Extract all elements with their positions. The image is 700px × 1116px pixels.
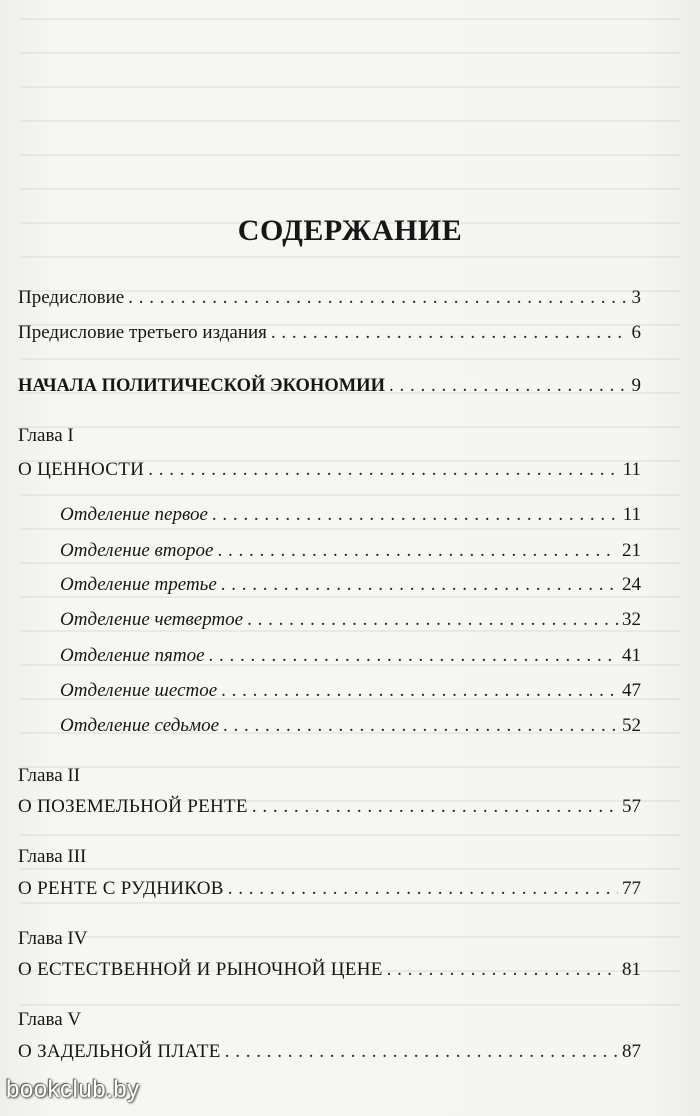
toc-section-entry: [60, 573, 641, 597]
toc-page-number: 32: [622, 609, 641, 630]
toc-entry-preface: [18, 286, 641, 310]
chapter-heading: Глава I: [18, 425, 74, 446]
toc-page-number: 24: [622, 574, 641, 595]
site-watermark: bookclub.by: [6, 1076, 140, 1103]
toc-section-label: Отделение первое: [60, 504, 208, 525]
chapter-heading: Глава V: [18, 1009, 82, 1030]
toc-entry-label: О ЗАДЕЛЬНОЙ ПЛАТЕ: [18, 1041, 221, 1062]
toc-entry-label: Предисловие третьего издания: [18, 322, 267, 343]
page-title: СОДЕРЖАНИЕ: [237, 214, 463, 247]
dot-leader: [387, 958, 618, 982]
toc-page-number: 47: [622, 680, 641, 701]
toc-page-number: 11: [622, 504, 641, 525]
chapter-heading: Глава IV: [18, 928, 88, 949]
toc-section-label: Отделение пятое: [60, 645, 205, 666]
toc-section-label: Отделение седьмое: [60, 715, 220, 736]
toc-page-number: 11: [622, 459, 641, 480]
toc-section-entry: [60, 503, 641, 527]
toc-section-entry: [60, 714, 641, 738]
toc-section-label: Отделение второе: [60, 540, 214, 561]
show-through-text: [20, 18, 680, 1058]
toc-section-entry: [60, 644, 641, 668]
toc-entry-label: О РЕНТЕ С РУДНИКОВ: [18, 878, 224, 899]
toc-entry-label: О ПОЗЕМЕЛЬНОЙ РЕНТЕ: [18, 796, 248, 817]
dot-leader: [228, 877, 618, 901]
dot-leader: [217, 539, 618, 563]
toc-page-number: 9: [631, 375, 641, 396]
toc-page-number: 6: [631, 322, 641, 343]
toc-page-number: 21: [622, 540, 641, 561]
toc-entry-chapter-1: [18, 458, 641, 482]
dot-leader: [212, 503, 619, 527]
dot-leader: [128, 286, 627, 310]
toc-page-number: 57: [622, 796, 641, 817]
dot-leader: [247, 608, 618, 632]
toc-page-number: 77: [622, 878, 641, 899]
toc-page-number: 52: [622, 715, 641, 736]
dot-leader: [148, 458, 619, 482]
toc-entry-label: Предисловие: [18, 287, 125, 308]
toc-page-number: 41: [622, 645, 641, 666]
chapter-heading: Глава III: [18, 846, 87, 867]
dot-leader: [209, 644, 618, 668]
toc-entry-chapter-2: [18, 795, 641, 819]
toc-section-label: Отделение третье: [60, 574, 217, 595]
toc-section-label: Отделение шестое: [60, 680, 218, 701]
toc-section-entry: [60, 608, 641, 632]
toc-entry-label: О ЦЕННОСТИ: [18, 459, 145, 480]
dot-leader: [271, 321, 628, 345]
toc-entry-chapter-5: [18, 1040, 641, 1064]
dot-leader: [221, 573, 618, 597]
toc-page-number: 3: [631, 287, 641, 308]
dot-leader: [225, 1040, 618, 1064]
toc-section-entry: [60, 679, 641, 703]
toc-entry-third-edition-preface: [18, 321, 641, 345]
toc-section-label: Отделение четвертое: [60, 609, 244, 630]
dot-leader: [221, 679, 618, 703]
dot-leader: [223, 714, 618, 738]
toc-entry-chapter-4: [18, 958, 641, 982]
chapter-heading: Глава II: [18, 765, 81, 786]
toc-page-number: 81: [622, 959, 641, 980]
toc-entry-part-title: [18, 374, 641, 398]
dot-leader: [389, 374, 628, 398]
toc-entry-label: НАЧАЛА ПОЛИТИЧЕСКОЙ ЭКОНОМИИ: [18, 376, 385, 396]
toc-section-entry: [60, 539, 641, 563]
toc-entry-label: О ЕСТЕСТВЕННОЙ И РЫНОЧНОЙ ЦЕНЕ: [18, 959, 383, 980]
toc-entry-chapter-3: [18, 877, 641, 901]
toc-page-number: 87: [622, 1041, 641, 1062]
dot-leader: [252, 795, 618, 819]
